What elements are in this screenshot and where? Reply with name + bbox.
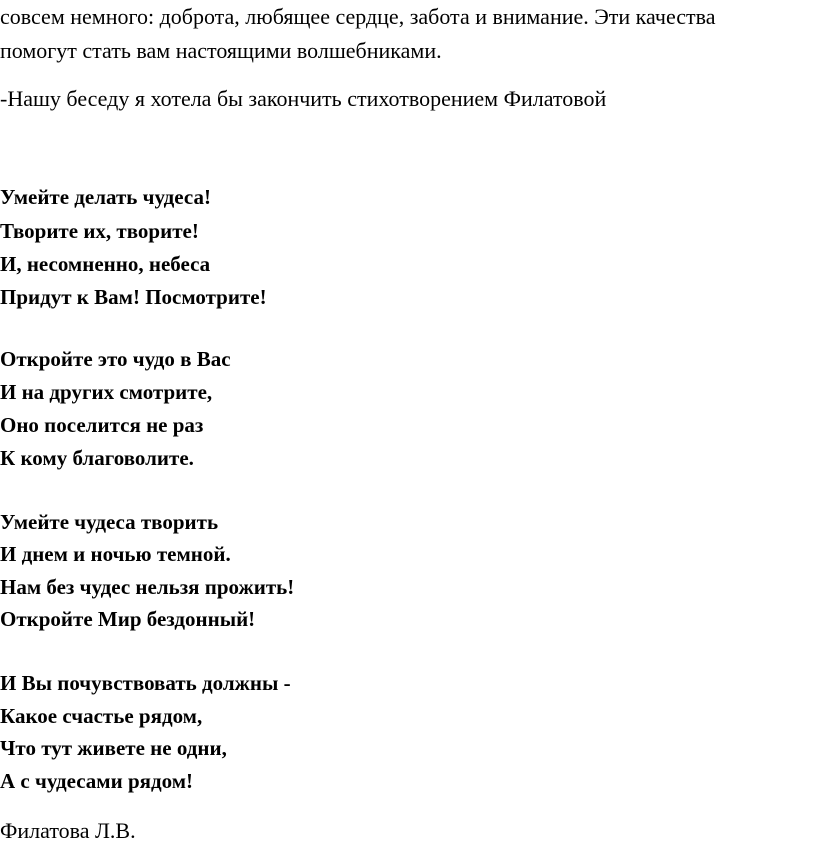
poem-line: Какое счастье рядом, [0, 704, 203, 728]
signature: Филатова Л.В. [0, 818, 136, 843]
poem-line: Нам без чудес нельзя прожить! [0, 575, 295, 599]
poem-line: Откройте Мир бездонный! [0, 607, 256, 631]
poem-line: Умейте делать чудеса! [0, 185, 211, 209]
poem-line: Умейте чудеса творить [0, 510, 219, 534]
poem-line: И, несомненно, небеса [0, 252, 211, 276]
poem-line: А с чудесами рядом! [0, 769, 193, 793]
poem-line: Придут к Вам! Посмотрите! [0, 285, 267, 309]
poem-line: И Вы почувствовать должны - [0, 671, 291, 695]
poem-line: И днем и ночью темной. [0, 542, 231, 566]
poem-line: К кому благоволите. [0, 446, 194, 470]
poem-line: Оно поселится не раз [0, 413, 204, 437]
poem-line: Откройте это чудо в Вас [0, 347, 231, 371]
poem-line: Творите их, творите! [0, 219, 199, 243]
poem-line: Что тут живете не одни, [0, 736, 227, 760]
poem-line: И на других смотрите, [0, 380, 213, 404]
intro-line-2: помогут стать вам настоящими волшебниками. [0, 38, 442, 63]
intro-line-1: совсем немного: доброта, любящее сердце, забота и внимание. Эти качества [0, 4, 716, 29]
intro-line-3: -Нашу беседу я хотела бы закончить стихотворением Филатовой [0, 86, 607, 111]
